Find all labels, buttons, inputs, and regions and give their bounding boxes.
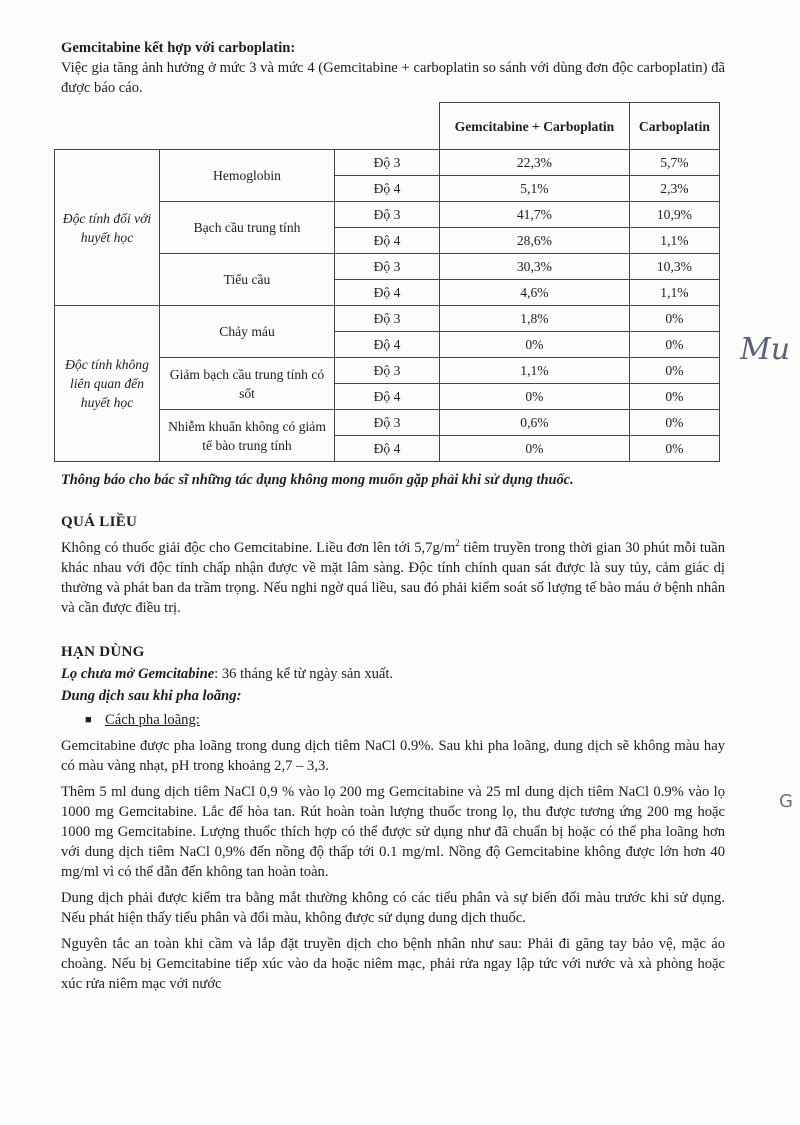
- notice-to-doctor: Thông báo cho bác sĩ những tác dụng không mong muốn gặp phải khi sử dụng thuốc.: [61, 472, 574, 488]
- grade-cell: Độ 3: [335, 150, 440, 176]
- mono-value: 0%: [629, 436, 719, 462]
- grade-cell: Độ 4: [335, 280, 440, 306]
- mono-value: 1,1%: [629, 280, 719, 306]
- table-row: [55, 150, 720, 176]
- section-title-combination: Gemcitabine kết hợp với carboplatin:: [61, 40, 296, 56]
- shelf-paragraph-4: Nguyên tắc an toàn khi cầm và lắp đặt truyền dịch cho bệnh nhân như sau: Phải đi găng tay bảo vệ, mặc áo choàng. Nếu bị Gemcitabine tiếp xúc vào da hoặc niêm mạc, phải rửa ngay lập tức với nước và xà phòng hoặc xúc rửa niêm mạc với nước: [61, 936, 725, 992]
- table-row: [55, 306, 720, 332]
- combo-value: 5,1%: [440, 176, 630, 202]
- category-label: Nhiễm khuẩn không có giảm tế bào trung tính: [160, 410, 335, 462]
- combo-value: 0%: [440, 436, 630, 462]
- grade-cell: Độ 4: [335, 176, 440, 202]
- category-label: Giảm bạch cầu trung tính có sốt: [160, 358, 335, 410]
- dilution-heading: Cách pha loãng:: [105, 712, 200, 728]
- grade-cell: Độ 3: [335, 254, 440, 280]
- mono-value: 0%: [629, 358, 719, 384]
- grade-cell: Độ 4: [335, 332, 440, 358]
- mono-value: 10,3%: [629, 254, 719, 280]
- combo-value: 4,6%: [440, 280, 630, 306]
- mono-value: 2,3%: [629, 176, 719, 202]
- header-combo: Gemcitabine + Carboplatin: [440, 103, 630, 150]
- grade-cell: Độ 4: [335, 228, 440, 254]
- group-label: Độc tính không liên quan đến huyết học: [55, 306, 160, 462]
- shelf-paragraph-1: Gemcitabine được pha loãng trong dung dịch tiêm NaCl 0.9%. Sau khi pha loãng, dung dịch sẽ không màu hay có màu vàng nhạt, pH trong khoảng 2,7 – 3,3.: [61, 738, 725, 774]
- category-label: Tiểu cầu: [160, 254, 335, 306]
- category-label: Bạch cầu trung tính: [160, 202, 335, 254]
- mono-value: 10,9%: [629, 202, 719, 228]
- shelf-paragraph-2: Thêm 5 ml dung dịch tiêm NaCl 0,9 % vào lọ 200 mg Gemcitabine và 25 ml dung dịch tiêm NaCl 0.9% vào lọ 1000 mg Gemcitabine. Lắc để hòa tan. Rút hoàn toàn lượng thuốc trong lọ, thu được tương ứng 200 mg hoặc 1000 mg Gemcitabine. Lượng thuốc thích hợp có thể được sử dụng như đã chuẩn bị hoặc có thể pha loãng hơn với dung dịch tiêm NaCl 0,9% đến nồng độ thấp tới 0.1 mg/ml. Nồng độ Gemcitabine không được lớn hơn 40 mg/ml vì có thể dẫn đến không tan hoàn toàn.: [61, 784, 725, 880]
- shelf-life-title: HẠN DÙNG: [61, 644, 145, 660]
- combo-value: 30,3%: [440, 254, 630, 280]
- combo-value: 1,1%: [440, 358, 630, 384]
- margin-letter: G: [779, 791, 793, 812]
- combo-value: 0%: [440, 384, 630, 410]
- mono-value: 5,7%: [629, 150, 719, 176]
- unopened-text: : 36 tháng kể từ ngày sản xuất.: [214, 666, 394, 682]
- category-label: Chảy máu: [160, 306, 335, 358]
- toxicity-table: [54, 102, 720, 462]
- mono-value: 0%: [629, 410, 719, 436]
- overdose-text-a: Không có thuốc giải độc cho Gemcitabine. Liều đơn lên tới 5,7g/m: [61, 540, 456, 556]
- grade-cell: Độ 3: [335, 202, 440, 228]
- grade-cell: Độ 4: [335, 436, 440, 462]
- combo-value: 1,8%: [440, 306, 630, 332]
- shelf-paragraph-3: Dung dịch phải được kiểm tra bằng mắt thường không có các tiểu phân và sự biến đổi màu trước khi sử dụng. Nếu phát hiện thấy tiểu phân và đổi màu, không được sử dụng dung dịch thuốc.: [61, 890, 725, 926]
- combo-value: 41,7%: [440, 202, 630, 228]
- group-label: Độc tính đối với huyết học: [55, 150, 160, 306]
- category-label: Hemoglobin: [160, 150, 335, 202]
- bullet-square-icon: ■: [85, 714, 92, 726]
- table-header-row: [55, 103, 720, 150]
- mono-value: 1,1%: [629, 228, 719, 254]
- grade-cell: Độ 3: [335, 410, 440, 436]
- mono-value: 0%: [629, 384, 719, 410]
- unopened-label: Lọ chưa mở Gemcitabine: [61, 666, 215, 682]
- combo-value: 22,3%: [440, 150, 630, 176]
- document-page: [61, 38, 725, 994]
- combo-value: 0%: [440, 332, 630, 358]
- diluted-label: Dung dịch sau khi pha loãng:: [61, 688, 242, 704]
- grade-cell: Độ 4: [335, 384, 440, 410]
- grade-cell: Độ 3: [335, 358, 440, 384]
- combo-value: 28,6%: [440, 228, 630, 254]
- combo-value: 0,6%: [440, 410, 630, 436]
- mono-value: 0%: [629, 332, 719, 358]
- grade-cell: Độ 3: [335, 306, 440, 332]
- overdose-sup: 2: [455, 538, 460, 549]
- header-mono: Carboplatin: [629, 103, 719, 150]
- overdose-text: [61, 538, 725, 618]
- overdose-title: QUÁ LIỀU: [61, 514, 138, 530]
- handwritten-initials: Mu: [740, 332, 791, 367]
- mono-value: 0%: [629, 306, 719, 332]
- bullet-item: [85, 710, 725, 730]
- unopened-line: [61, 664, 725, 684]
- overdose-text-b: tiêm truyền trong thời gian 30 phút mỗi tuần khác nhau với độc tính chấp nhận được về mặt lâm sàng. Độc tính chính quan sát được là suy tủy, cảm giác dị thường và phát ban da trầm trọng. Nếu nghi ngờ quá liều, sau đó phải kiểm soát số lượng tế bào máu ở bệnh nhân và cần được điều trị.: [61, 540, 725, 616]
- section-intro: Việc gia tăng ảnh hưởng ở mức 3 và mức 4 (Gemcitabine + carboplatin so sánh với dùng đơn độc carboplatin) đã được báo cáo.: [61, 60, 725, 96]
